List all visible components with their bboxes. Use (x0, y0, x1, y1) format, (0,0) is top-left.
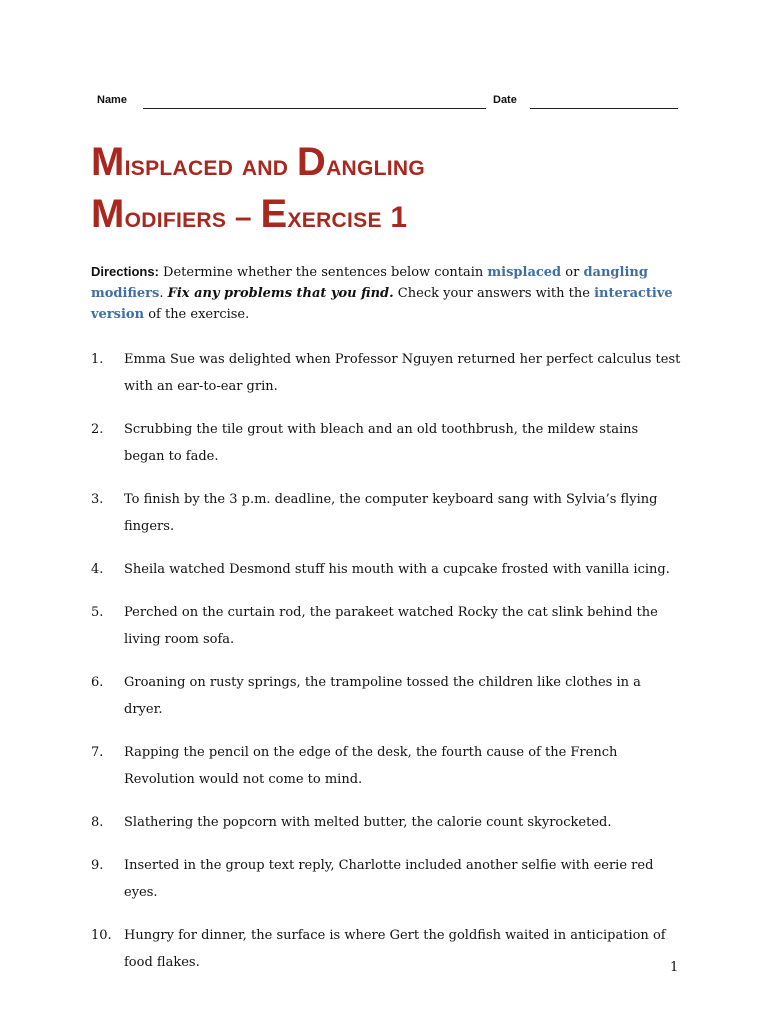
item-number: 7. (91, 745, 104, 760)
title-line-2: Modifiers – Exercise 1 (91, 192, 408, 236)
item-text: Sheila watched Desmond stuff his mouth with a cupcake frosted with vanilla icing. (124, 562, 670, 577)
item-text: Groaning on rusty springs, the trampoline tossed the children like clothes in a dryer. (124, 675, 641, 717)
item-number: 6. (91, 675, 104, 690)
page-title (91, 138, 711, 242)
item-number: 5. (91, 605, 104, 620)
item-number: 3. (91, 492, 104, 507)
list-item (91, 809, 681, 836)
name-date-header (97, 94, 678, 110)
item-text: Emma Sue was delighted when Professor Nguyen returned her perfect calculus test with an ear-to-ear grin. (124, 352, 681, 394)
list-item (91, 739, 681, 793)
item-text: To finish by the 3 p.m. deadline, the computer keyboard sang with Sylvia’s flying fingers. (124, 492, 658, 534)
interactive-version-link[interactable]: interactive version (91, 286, 673, 322)
item-text: Slathering the popcorn with melted butter, the calorie count skyrocketed. (124, 815, 612, 830)
directions-label: Directions: (91, 264, 159, 279)
list-item (91, 599, 681, 653)
item-text: Scrubbing the tile grout with bleach and an old toothbrush, the mildew stains began to fade. (124, 422, 639, 464)
item-text: Inserted in the group text reply, Charlotte included another selfie with eerie red eyes. (124, 858, 654, 900)
misplaced-link[interactable]: misplaced (487, 265, 562, 280)
item-text: Perched on the curtain rod, the parakeet watched Rocky the cat slink behind the living room sofa. (124, 605, 658, 647)
item-text: Rapping the pencil on the edge of the desk, the fourth cause of the French Revolution would not come to mind. (124, 745, 618, 787)
exercise-list (91, 346, 681, 992)
directions-emphasis: Fix any problems that you find. (167, 286, 394, 301)
item-number: 4. (91, 562, 104, 577)
item-number: 1. (91, 352, 104, 367)
name-label: Name (97, 94, 127, 106)
list-item (91, 922, 681, 976)
item-text: Hungry for dinner, the surface is where Gert the goldfish waited in anticipation of food flakes. (124, 928, 666, 970)
list-item (91, 669, 681, 723)
directions-paragraph: Directions: Determine whether the sentences below contain misplaced or dangling modifiers. Fix any problems that you find. Check your answers with the interactive version of the exercise. (91, 264, 673, 322)
name-line (143, 108, 486, 109)
item-number: 2. (91, 422, 104, 437)
item-number: 8. (91, 815, 104, 830)
list-item (91, 852, 681, 906)
list-item (91, 416, 681, 470)
item-number: 10. (91, 928, 112, 943)
list-item (91, 556, 681, 583)
date-line (530, 108, 678, 109)
page-number: 1 (670, 960, 679, 975)
list-item (91, 486, 681, 540)
list-item (91, 346, 681, 400)
dangling-modifiers-link[interactable]: dangling modifiers (91, 265, 648, 301)
date-label: Date (493, 94, 517, 106)
title-line-1: Misplaced and Dangling (91, 140, 425, 184)
item-number: 9. (91, 858, 104, 873)
